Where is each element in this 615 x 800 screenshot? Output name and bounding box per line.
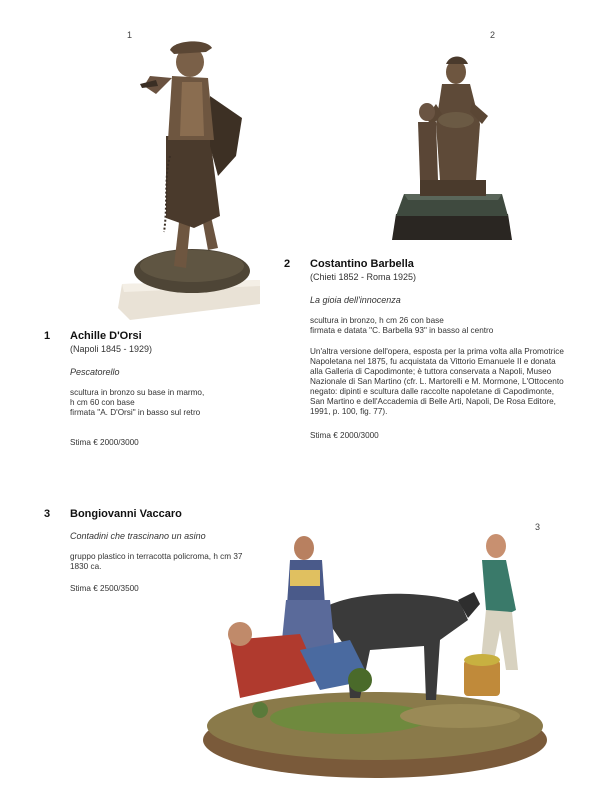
note-line: 1991, p. 100, fig. 77). [310, 407, 388, 416]
sculpture-photo-pescatorello [110, 36, 260, 321]
lot-number-2: 2 [284, 258, 291, 270]
artist-name-1: Achille D'Orsi [70, 330, 142, 342]
artist-name-3: Bongiovanni Vaccaro [70, 508, 182, 520]
note-line: Nazionale di San Martino (cfr. L. Martorelli e M. Mormone, L'Ottocento [310, 377, 564, 386]
artwork-description-1 [70, 388, 204, 418]
figure-label-3: 3 [535, 522, 541, 532]
note-line: San Martino e dell'Accademia di Belle Arti, Napoli, De Rosa Editore, [310, 397, 556, 406]
description-line: scultura in bronzo, h cm 26 con base [310, 316, 444, 325]
description-line: firmata "A. D'Orsi" in basso sul retro [70, 408, 201, 417]
note-line: negato: dipinti e scultura dalle raccolte napoletane di Capodimonte, [310, 387, 554, 396]
lot-number-3: 3 [44, 508, 51, 520]
description-line: firmata e datata "C. Barbella 93" in basso al centro [310, 326, 494, 335]
description-line: 1830 ca. [70, 562, 102, 571]
artwork-description-2 [310, 316, 493, 336]
description-line: gruppo plastico in terracotta policroma, h cm 37 [70, 552, 243, 561]
sculpture-photo-contadini [200, 530, 550, 780]
artist-dates-1: (Napoli 1845 - 1929) [70, 344, 153, 354]
figure-label-1: 1 [127, 30, 133, 40]
description-line: scultura in bronzo su base in marmo, [70, 388, 205, 397]
sculpture-photo-gioia-innocenza [390, 44, 515, 244]
note-line: Napoletana nel 1875, fu acquistata da Vittorio Emanuele II e donata [310, 357, 556, 366]
artist-name-2: Costantino Barbella [310, 258, 414, 270]
estimate-1: Stima € 2000/3000 [70, 438, 139, 447]
artwork-title-2: La gioia dell'innocenza [310, 295, 401, 305]
estimate-3: Stima € 2500/3500 [70, 584, 139, 593]
figure-label-2: 2 [490, 30, 496, 40]
artwork-note-2 [310, 347, 610, 417]
note-line: alla Galleria di Capodimonte; è tuttora conservata a Napoli, Museo [310, 367, 552, 376]
artwork-title-3: Contadini che trascinano un asino [70, 531, 206, 541]
estimate-2: Stima € 2000/3000 [310, 431, 379, 440]
artwork-title-1: Pescatorello [70, 367, 120, 377]
artist-dates-2: (Chieti 1852 - Roma 1925) [310, 272, 417, 282]
lot-number-1: 1 [44, 330, 51, 342]
note-line: Un'altra versione dell'opera, esposta per la prima volta alla Promotrice [310, 347, 564, 356]
description-line: h cm 60 con base [70, 398, 135, 407]
